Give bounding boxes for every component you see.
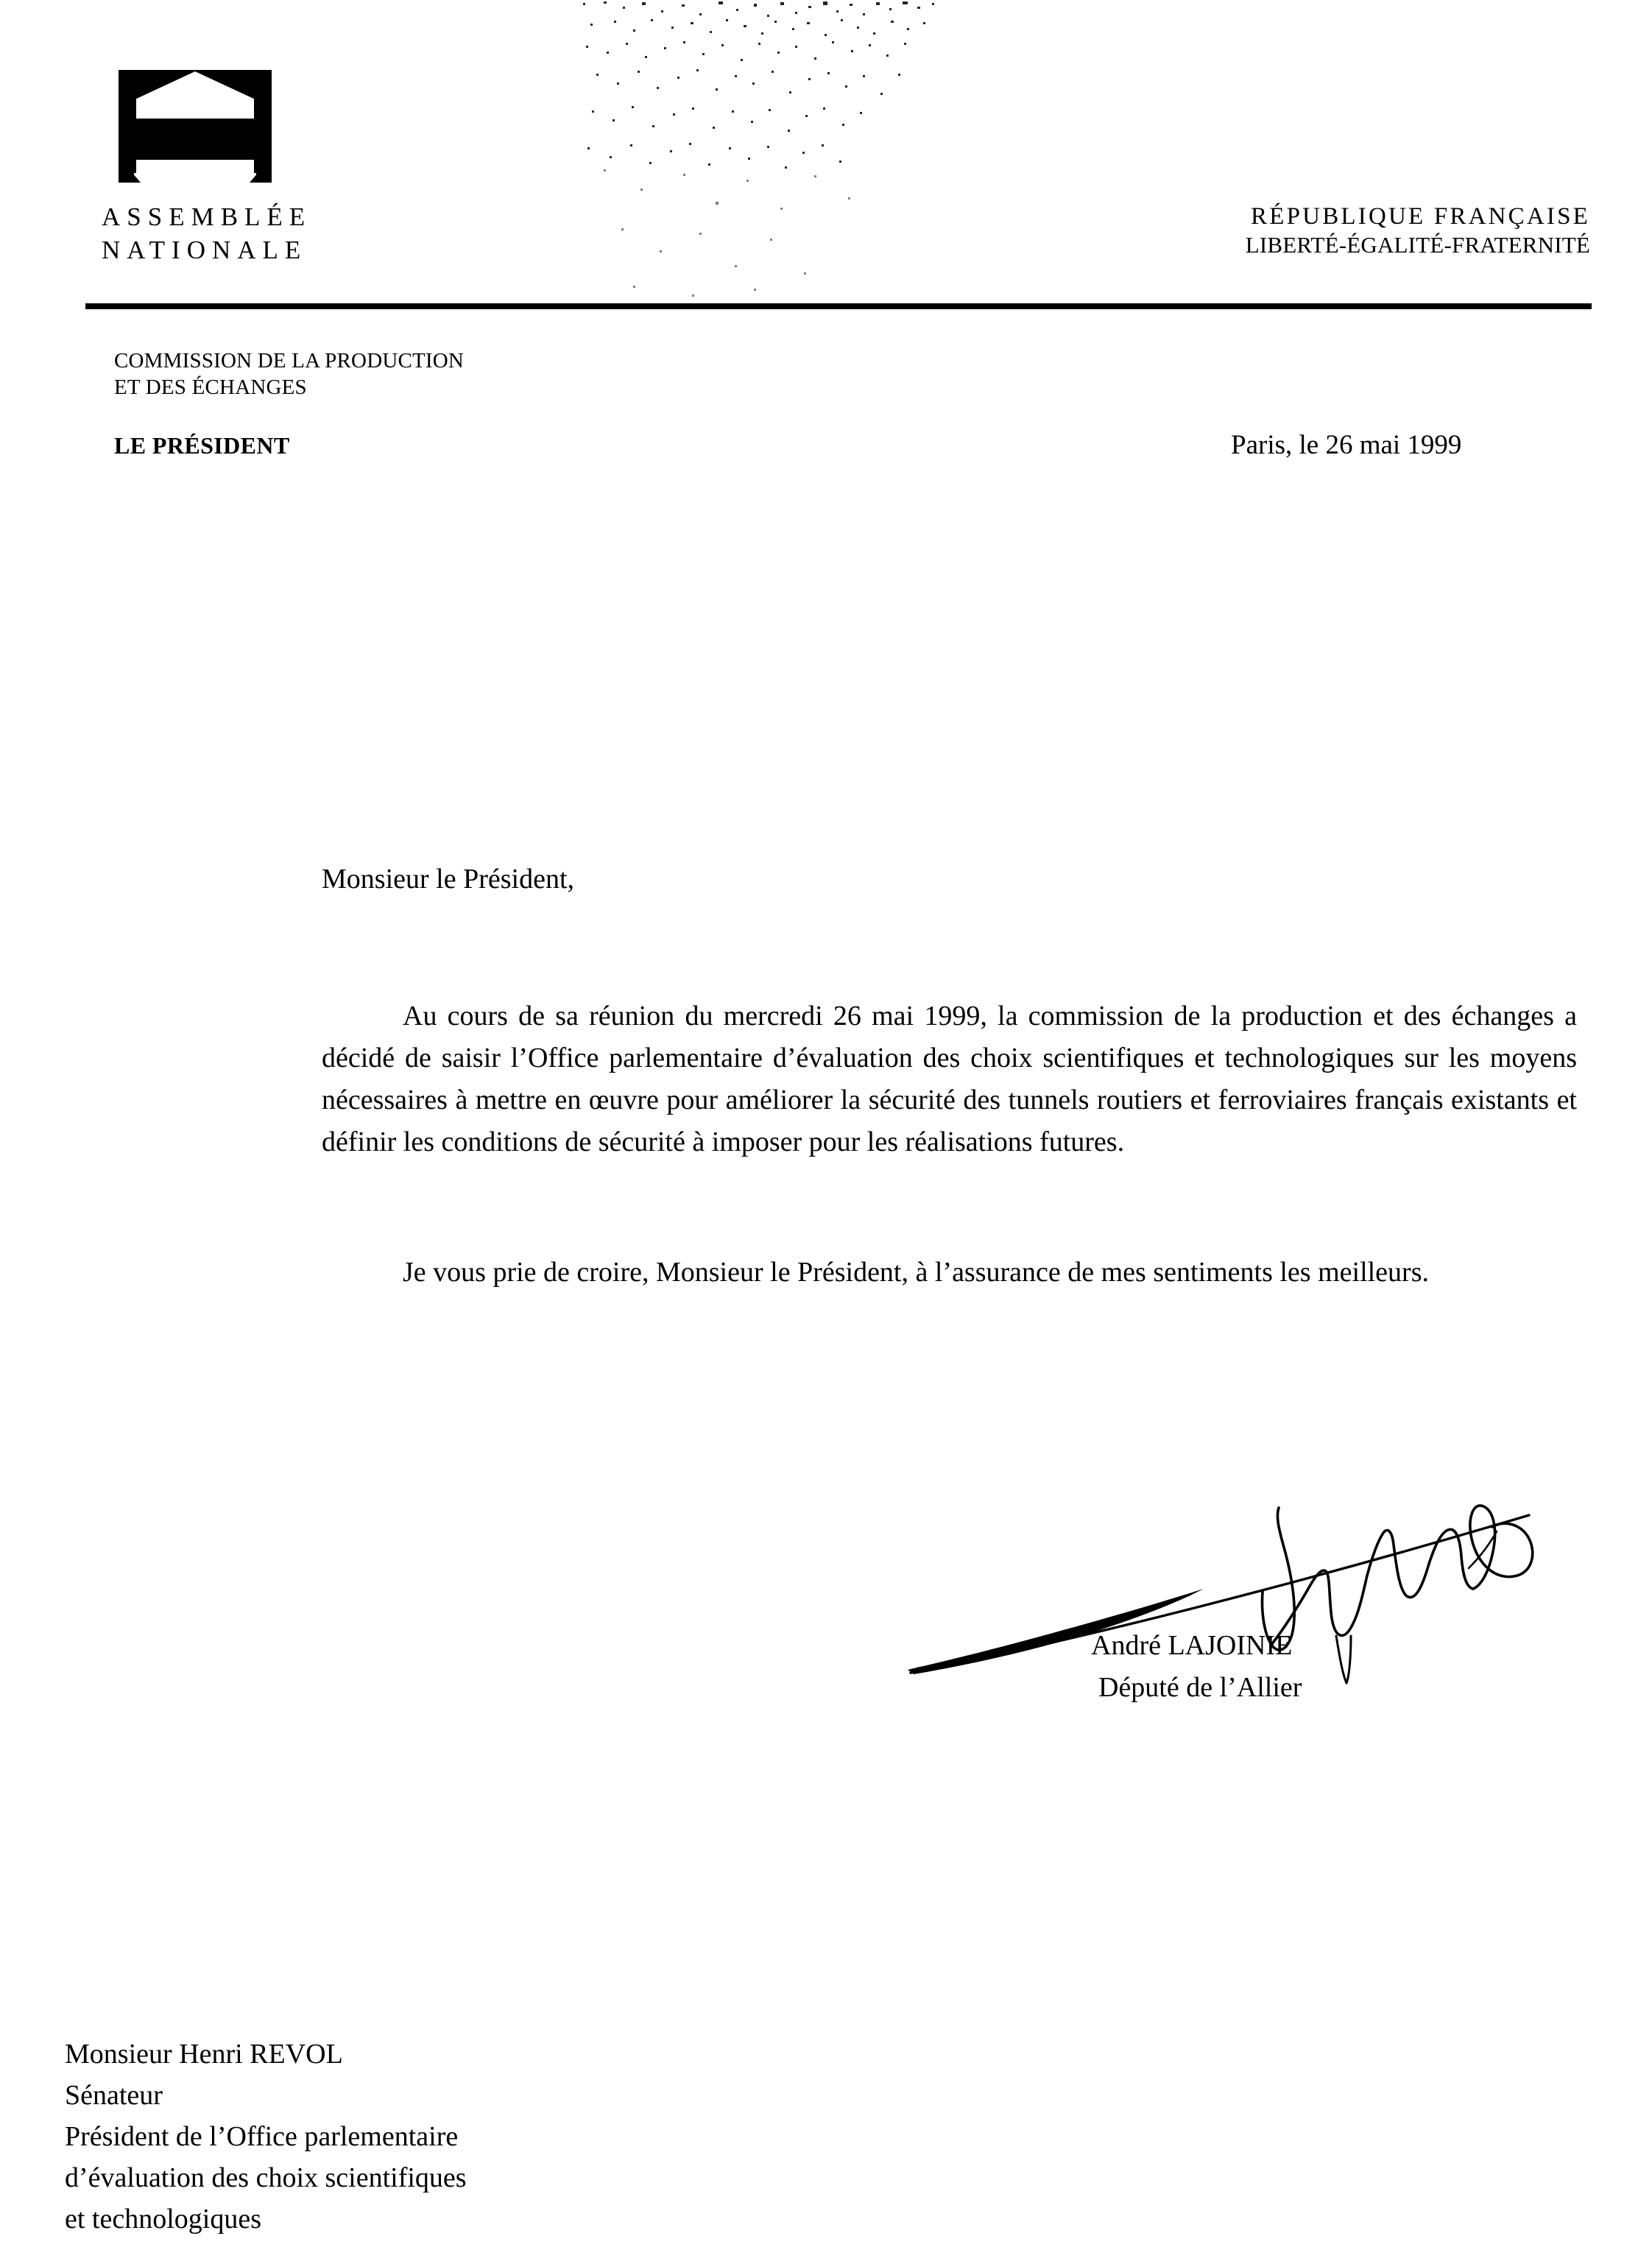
recipient-line-1: Monsieur Henri REVOL — [65, 2039, 343, 2070]
commission-name-line-2: ET DES ÉCHANGES — [114, 375, 307, 399]
organization-name-line-1: ASSEMBLÉE — [102, 202, 312, 231]
liberte-egalite-fraternite-label: LIBERTÉ-ÉGALITÉ-FRATERNITÉ — [1245, 232, 1590, 258]
sender-role-label: LE PRÉSIDENT — [114, 432, 290, 459]
signer-name: André LAJOINIE — [1091, 1630, 1293, 1661]
date-line: Paris, le 26 mai 1999 — [1231, 430, 1462, 460]
organization-name — [102, 200, 514, 267]
recipient-line-3: Président de l’Office parlementaire — [65, 2121, 459, 2152]
salutation: Monsieur le Président, — [322, 864, 575, 895]
republic-motto-block — [1246, 202, 1590, 259]
letter-paragraph-1: Au cours de sa réunion du mercredi 26 mai 1999, la commission de la production et des échanges a décidé de saisir l’Office parlementaire d’évaluation des choix scientifiques et technologiques sur les moyens nécessaires à mettre en œuvre pour améliorer la sécurité des tunnels routiers et ferroviaires français existants et définir les conditions de sécurité à imposer pour les réalisations futures. — [322, 1001, 1577, 1157]
header-divider — [85, 303, 1592, 309]
letter-paragraph-2: Je vous prie de croire, Monsieur le Président, à l’assurance de mes sentiments les meilleurs. — [403, 1257, 1429, 1288]
recipient-line-4: d’évaluation des choix scientifiques — [65, 2162, 467, 2193]
recipient-line-2: Sénateur — [65, 2080, 163, 2111]
scan-noise-speckle — [574, 0, 957, 177]
commission-name-line-1: COMMISSION DE LA PRODUCTION — [114, 349, 465, 373]
recipient-line-5: et technologiques — [65, 2204, 261, 2234]
organization-name-line-2: NATIONALE — [102, 236, 308, 264]
scan-noise-speckle-lower — [589, 162, 898, 309]
commission-name — [114, 348, 464, 401]
recipient-address-block — [65, 2033, 467, 2240]
republique-francaise-label: RÉPUBLIQUE FRANÇAISE — [1251, 203, 1590, 230]
signer-title: Député de l’Allier — [1098, 1672, 1302, 1703]
assemblee-nationale-logo-icon — [119, 70, 272, 183]
